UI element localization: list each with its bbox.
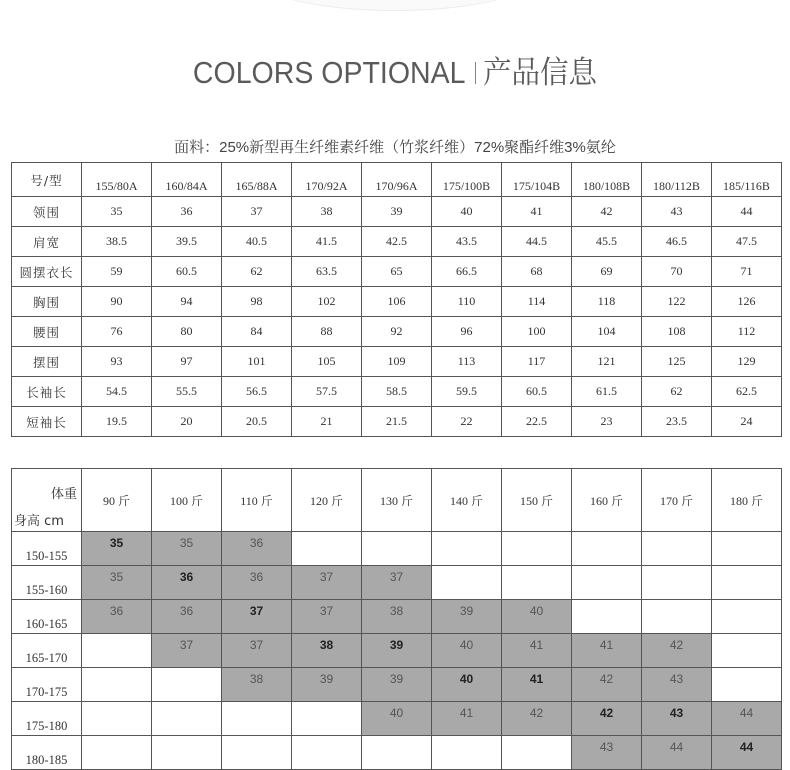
measurement-value: 44 <box>712 197 782 227</box>
measurement-value: 35 <box>82 197 152 227</box>
measurement-value: 105 <box>292 347 362 377</box>
fit-header-row <box>12 469 782 532</box>
size-row <box>12 257 782 287</box>
measurement-label: 长袖长 <box>12 377 82 407</box>
fit-size-cell <box>292 532 362 566</box>
measurement-value: 101 <box>222 347 292 377</box>
fit-size-cell: 44 <box>642 736 712 770</box>
measurement-value: 21 <box>292 407 362 437</box>
size-column-header: 175/100B <box>432 163 502 197</box>
measurement-value: 46.5 <box>642 227 712 257</box>
measurement-value: 106 <box>362 287 432 317</box>
fit-size-cell <box>82 668 152 702</box>
size-column-header: 180/108B <box>572 163 642 197</box>
fit-size-cell: 44 <box>712 702 782 736</box>
measurement-value: 39 <box>362 197 432 227</box>
measurement-value: 93 <box>82 347 152 377</box>
weight-column-header: 140 斤 <box>432 469 502 532</box>
measurement-value: 24 <box>712 407 782 437</box>
fit-size-cell: 38 <box>292 634 362 668</box>
measurement-value: 60.5 <box>502 377 572 407</box>
fit-size-cell: 41 <box>502 668 572 702</box>
measurement-value: 109 <box>362 347 432 377</box>
weight-column-header: 170 斤 <box>642 469 712 532</box>
fit-size-cell: 42 <box>572 702 642 736</box>
measurement-value: 112 <box>712 317 782 347</box>
title-separator <box>475 62 476 84</box>
fit-size-cell <box>642 532 712 566</box>
measurement-value: 44.5 <box>502 227 572 257</box>
page-title <box>32 47 759 92</box>
weight-column-header: 130 斤 <box>362 469 432 532</box>
weight-column-header: 180 斤 <box>712 469 782 532</box>
fit-size-cell <box>362 736 432 770</box>
fit-size-cell: 39 <box>432 600 502 634</box>
size-chart-table <box>11 162 782 437</box>
size-corner-cell: 号/型 <box>12 163 82 197</box>
fit-size-cell <box>712 566 782 600</box>
height-axis-label: 身高 cm <box>14 514 64 529</box>
measurement-value: 76 <box>82 317 152 347</box>
measurement-value: 23 <box>572 407 642 437</box>
size-row <box>12 317 782 347</box>
measurement-value: 110 <box>432 287 502 317</box>
height-range-label: 150-155 <box>12 532 82 566</box>
fit-size-cell: 36 <box>222 566 292 600</box>
measurement-value: 68 <box>502 257 572 287</box>
measurement-value: 23.5 <box>642 407 712 437</box>
measurement-label: 圆摆衣长 <box>12 257 82 287</box>
height-range-label: 155-160 <box>12 566 82 600</box>
fabric-composition: 面料：25%新型再生纤维素纤维（竹浆纤维）72%聚酯纤维3%氨纶 <box>174 139 616 156</box>
measurement-value: 118 <box>572 287 642 317</box>
fit-size-cell: 41 <box>572 634 642 668</box>
title-chinese: 产品信息 <box>482 55 598 90</box>
fit-size-cell: 38 <box>222 668 292 702</box>
weight-column-header: 160 斤 <box>572 469 642 532</box>
measurement-value: 63.5 <box>292 257 362 287</box>
measurement-label: 胸围 <box>12 287 82 317</box>
weight-axis-label: 体重 <box>50 487 77 502</box>
fit-size-cell <box>572 600 642 634</box>
measurement-value: 62 <box>222 257 292 287</box>
fit-size-cell: 35 <box>82 532 152 566</box>
size-column-header: 165/88A <box>222 163 292 197</box>
measurement-label: 摆围 <box>12 347 82 377</box>
measurement-value: 108 <box>642 317 712 347</box>
measurement-value: 41 <box>502 197 572 227</box>
fit-row <box>12 532 782 566</box>
measurement-value: 21.5 <box>362 407 432 437</box>
measurement-value: 125 <box>642 347 712 377</box>
measurement-value: 38.5 <box>82 227 152 257</box>
measurement-value: 22.5 <box>502 407 572 437</box>
fit-row <box>12 600 782 634</box>
fit-size-cell: 43 <box>572 736 642 770</box>
size-column-header: 170/92A <box>292 163 362 197</box>
size-column-header: 175/104B <box>502 163 572 197</box>
fit-corner-cell <box>12 469 82 532</box>
measurement-value: 59 <box>82 257 152 287</box>
measurement-value: 41.5 <box>292 227 362 257</box>
fit-size-cell: 42 <box>642 634 712 668</box>
fit-row <box>12 702 782 736</box>
fit-size-cell <box>82 702 152 736</box>
fit-size-cell <box>712 634 782 668</box>
measurement-value: 60.5 <box>152 257 222 287</box>
measurement-value: 80 <box>152 317 222 347</box>
measurement-value: 22 <box>432 407 502 437</box>
measurement-value: 45.5 <box>572 227 642 257</box>
measurement-value: 104 <box>572 317 642 347</box>
fit-size-cell: 40 <box>432 634 502 668</box>
fit-size-cell <box>502 566 572 600</box>
measurement-value: 129 <box>712 347 782 377</box>
fit-size-cell: 41 <box>502 634 572 668</box>
measurement-value: 102 <box>292 287 362 317</box>
height-range-label: 170-175 <box>12 668 82 702</box>
size-column-header: 155/80A <box>82 163 152 197</box>
size-column-header: 185/116B <box>712 163 782 197</box>
fit-recommendation-table <box>11 468 782 770</box>
fit-size-cell <box>82 634 152 668</box>
measurement-value: 40 <box>432 197 502 227</box>
measurement-value: 20.5 <box>222 407 292 437</box>
measurement-value: 42.5 <box>362 227 432 257</box>
size-header-row <box>12 163 782 197</box>
measurement-value: 122 <box>642 287 712 317</box>
fit-size-cell: 42 <box>502 702 572 736</box>
fit-size-cell: 43 <box>642 702 712 736</box>
fit-size-cell <box>712 532 782 566</box>
fit-size-cell: 35 <box>82 566 152 600</box>
fit-row <box>12 736 782 770</box>
fit-size-cell: 39 <box>362 668 432 702</box>
fit-size-cell: 35 <box>152 532 222 566</box>
measurement-value: 43 <box>642 197 712 227</box>
measurement-value: 70 <box>642 257 712 287</box>
fit-size-cell: 36 <box>152 600 222 634</box>
measurement-label: 领围 <box>12 197 82 227</box>
measurement-value: 121 <box>572 347 642 377</box>
measurement-value: 40.5 <box>222 227 292 257</box>
measurement-value: 62 <box>642 377 712 407</box>
fit-row <box>12 566 782 600</box>
weight-column-header: 110 斤 <box>222 469 292 532</box>
measurement-value: 58.5 <box>362 377 432 407</box>
height-range-label: 180-185 <box>12 736 82 770</box>
fit-size-cell: 41 <box>432 702 502 736</box>
fit-size-cell: 40 <box>362 702 432 736</box>
weight-column-header: 100 斤 <box>152 469 222 532</box>
measurement-value: 113 <box>432 347 502 377</box>
fit-size-cell: 37 <box>222 634 292 668</box>
measurement-value: 117 <box>502 347 572 377</box>
measurement-value: 96 <box>432 317 502 347</box>
measurement-value: 98 <box>222 287 292 317</box>
product-image-edge <box>245 0 545 11</box>
measurement-value: 42 <box>572 197 642 227</box>
measurement-label: 腰围 <box>12 317 82 347</box>
measurement-value: 59.5 <box>432 377 502 407</box>
fit-size-cell <box>292 702 362 736</box>
size-row <box>12 407 782 437</box>
measurement-value: 62.5 <box>712 377 782 407</box>
fit-size-cell: 44 <box>712 736 782 770</box>
measurement-value: 100 <box>502 317 572 347</box>
height-range-label: 165-170 <box>12 634 82 668</box>
fit-size-cell <box>82 736 152 770</box>
measurement-value: 65 <box>362 257 432 287</box>
measurement-value: 94 <box>152 287 222 317</box>
size-column-header: 160/84A <box>152 163 222 197</box>
size-column-header: 180/112B <box>642 163 712 197</box>
fit-size-cell: 37 <box>222 600 292 634</box>
weight-column-header: 120 斤 <box>292 469 362 532</box>
fit-size-cell <box>152 702 222 736</box>
fit-size-cell <box>362 532 432 566</box>
size-row <box>12 377 782 407</box>
measurement-value: 57.5 <box>292 377 362 407</box>
measurement-label: 肩宽 <box>12 227 82 257</box>
height-range-label: 175-180 <box>12 702 82 736</box>
fit-size-cell <box>152 736 222 770</box>
size-column-header: 170/96A <box>362 163 432 197</box>
measurement-value: 90 <box>82 287 152 317</box>
fit-size-cell <box>432 566 502 600</box>
measurement-value: 69 <box>572 257 642 287</box>
measurement-value: 47.5 <box>712 227 782 257</box>
fit-size-cell <box>502 736 572 770</box>
fit-size-cell <box>572 566 642 600</box>
measurement-value: 55.5 <box>152 377 222 407</box>
fit-size-cell: 37 <box>362 566 432 600</box>
measurement-value: 20 <box>152 407 222 437</box>
fit-size-cell: 37 <box>152 634 222 668</box>
measurement-value: 56.5 <box>222 377 292 407</box>
measurement-value: 38 <box>292 197 362 227</box>
fit-size-cell <box>222 702 292 736</box>
measurement-value: 126 <box>712 287 782 317</box>
fit-size-cell <box>642 600 712 634</box>
measurement-value: 36 <box>152 197 222 227</box>
measurement-value: 84 <box>222 317 292 347</box>
measurement-value: 43.5 <box>432 227 502 257</box>
measurement-value: 71 <box>712 257 782 287</box>
fit-size-cell: 40 <box>432 668 502 702</box>
fit-size-cell: 43 <box>642 668 712 702</box>
measurement-label: 短袖长 <box>12 407 82 437</box>
fit-size-cell <box>222 736 292 770</box>
fit-size-cell <box>712 668 782 702</box>
fit-size-cell: 38 <box>362 600 432 634</box>
measurement-value: 61.5 <box>572 377 642 407</box>
fit-size-cell <box>572 532 642 566</box>
fit-size-cell <box>152 668 222 702</box>
size-row <box>12 197 782 227</box>
measurement-value: 39.5 <box>152 227 222 257</box>
fit-size-cell: 42 <box>572 668 642 702</box>
fit-size-cell <box>502 532 572 566</box>
size-row <box>12 287 782 317</box>
measurement-value: 88 <box>292 317 362 347</box>
fit-size-cell: 39 <box>362 634 432 668</box>
fit-size-cell <box>712 600 782 634</box>
measurement-value: 37 <box>222 197 292 227</box>
fit-row <box>12 634 782 668</box>
fit-size-cell <box>292 736 362 770</box>
fit-size-cell: 36 <box>82 600 152 634</box>
fit-size-cell <box>642 566 712 600</box>
fit-size-cell: 36 <box>152 566 222 600</box>
fit-size-cell <box>432 736 502 770</box>
title-english: COLORS OPTIONAL <box>192 55 466 90</box>
size-row <box>12 227 782 257</box>
fit-size-cell: 39 <box>292 668 362 702</box>
weight-column-header: 90 斤 <box>82 469 152 532</box>
measurement-value: 19.5 <box>82 407 152 437</box>
measurement-value: 97 <box>152 347 222 377</box>
measurement-value: 54.5 <box>82 377 152 407</box>
measurement-value: 114 <box>502 287 572 317</box>
fit-size-cell: 36 <box>222 532 292 566</box>
fit-size-cell: 37 <box>292 600 362 634</box>
fit-size-cell: 40 <box>502 600 572 634</box>
size-row <box>12 347 782 377</box>
fit-row <box>12 668 782 702</box>
fit-size-cell: 37 <box>292 566 362 600</box>
height-range-label: 160-165 <box>12 600 82 634</box>
fit-size-cell <box>432 532 502 566</box>
measurement-value: 66.5 <box>432 257 502 287</box>
measurement-value: 92 <box>362 317 432 347</box>
weight-column-header: 150 斤 <box>502 469 572 532</box>
